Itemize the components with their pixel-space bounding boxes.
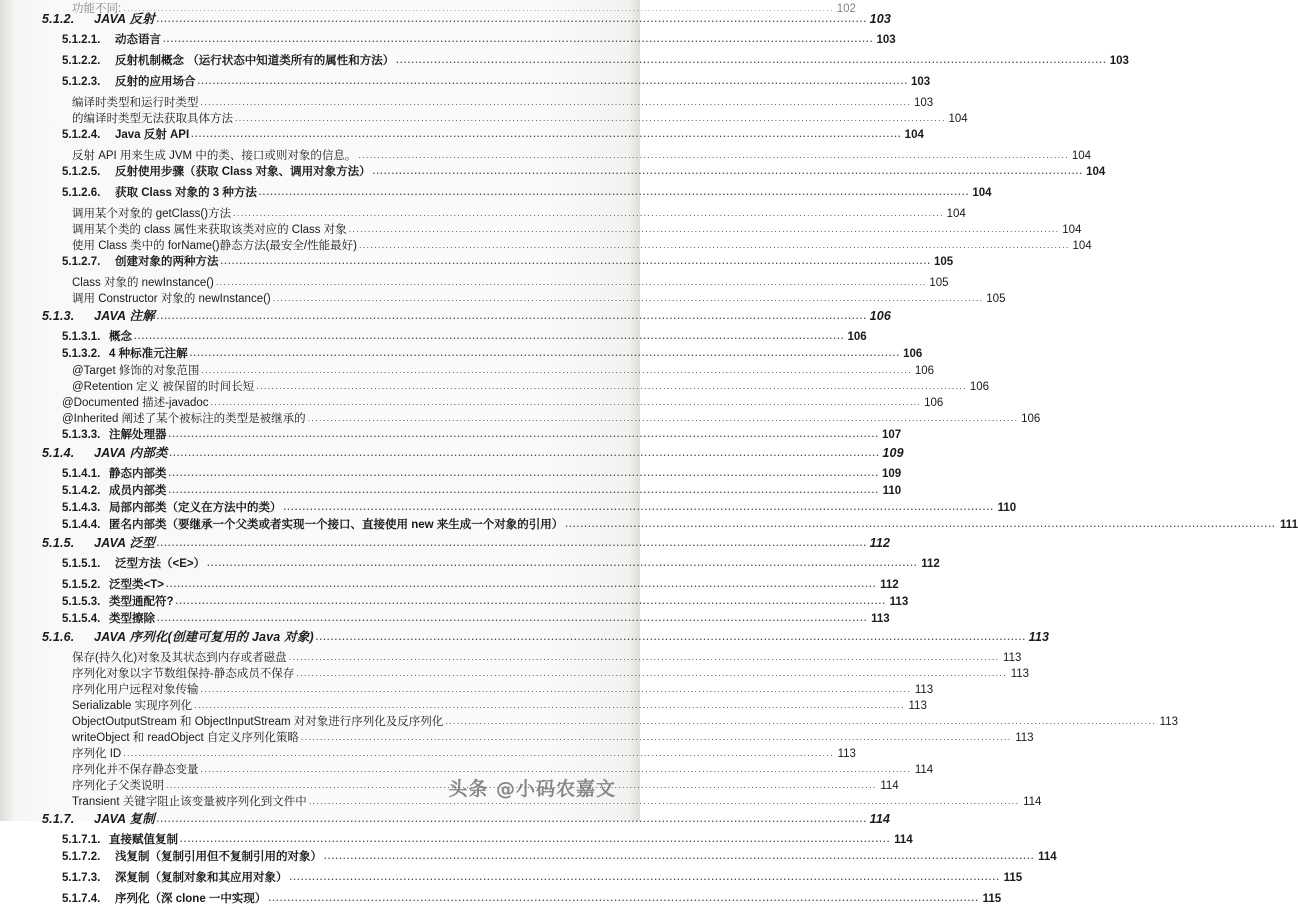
toc-leader-dots: [358, 150, 1069, 160]
toc-leader-dots: [309, 796, 1020, 806]
toc-entry-title: 类型擦除: [109, 613, 155, 625]
toc-entry-page-number: 114: [894, 834, 913, 846]
toc-entry[interactable]: [0, 52, 1129, 73]
toc-leader-dots: [201, 97, 912, 107]
toc-entry-number: 5.1.4.: [42, 446, 75, 460]
toc-entry[interactable]: [0, 831, 913, 848]
toc-leader-dots: [235, 113, 946, 123]
toc-leader-dots: [180, 834, 891, 844]
toc-entry-page-number: 104: [1062, 224, 1082, 236]
toc-entry-title: 概念: [109, 331, 132, 343]
toc-leader-dots: [198, 76, 909, 86]
toc-entry-title: JAVA 泛型: [94, 536, 155, 550]
toc-entry-title: 调用某个类的 class 属性来获取该类对应的 Class 对象: [72, 224, 347, 236]
toc-entry-page-number: 106: [847, 331, 867, 343]
toc-entry-title: 反射使用步骤（获取 Class 对象、调用对象方法）: [115, 166, 371, 178]
toc-entry-title: JAVA 复制: [94, 812, 155, 826]
toc-leader-dots: [221, 256, 932, 266]
toc-entry-page-number: 104: [1086, 166, 1106, 178]
toc-leader-dots: [259, 187, 970, 197]
toc-entry[interactable]: [0, 394, 944, 410]
toc-entry-number: 5.1.2.5.: [62, 166, 101, 178]
toc-entry-number: 5.1.2.2.: [62, 55, 101, 67]
toc-entry-number: 5.1.4.2.: [62, 485, 101, 497]
toc-leader-dots: [163, 34, 874, 44]
toc-entry-page-number: 104: [946, 208, 966, 220]
toc-entry-title: 序列化对象以字节数组保持-静态成员不保存: [72, 668, 295, 680]
toc-entry[interactable]: [0, 593, 909, 610]
toc-entry[interactable]: [0, 378, 989, 394]
toc-entry-title: @Inherited 阐述了某个被标注的类型是被继承的: [62, 413, 306, 425]
toc-entry[interactable]: [0, 681, 934, 697]
toc-entry[interactable]: [0, 426, 902, 443]
toc-entry[interactable]: [0, 793, 1042, 809]
toc-leader-dots: [201, 684, 912, 694]
toc-leader-dots: [170, 448, 881, 458]
toc-entry[interactable]: [0, 147, 1092, 163]
toc-leader-dots: [316, 632, 1027, 642]
toc-entry[interactable]: [0, 94, 934, 110]
toc-leader-dots: [216, 277, 927, 287]
toc-leader-dots: [301, 732, 1012, 742]
toc-entry-title: 调用 Constructor 对象的 newInstance(): [72, 293, 271, 305]
toc-entry[interactable]: [0, 516, 1298, 533]
toc-entry-title: 深复制（复制对象和其应用对象）: [115, 872, 288, 884]
toc-entry[interactable]: [0, 306, 892, 328]
toc-entry[interactable]: [0, 31, 896, 52]
toc-entry-number: 5.1.2.3.: [62, 76, 101, 88]
toc-entry-page-number: 114: [1023, 796, 1042, 808]
toc-entry-page-number: 113: [1015, 732, 1034, 744]
toc-entry-title: 序列化用户远程对象传输: [72, 684, 199, 696]
watermark: 头条 @小码农嘉文: [448, 778, 616, 800]
toc-entry[interactable]: [0, 465, 902, 482]
toc-entry-page-number: 113: [871, 613, 890, 625]
toc-entry-title: Serializable 实现序列化: [72, 700, 193, 712]
toc-entry[interactable]: [0, 869, 1023, 890]
toc-entry-page-number: 106: [914, 365, 935, 377]
toc-leader-dots: [157, 311, 868, 321]
toc-leader-dots: [166, 780, 877, 790]
toc-entry-page-number: 105: [934, 256, 954, 268]
toc-entry-title: 反射 API 用来生成 JVM 中的类、接口或则对象的信息。: [72, 150, 357, 162]
toc-entry-page-number: 113: [1159, 716, 1178, 728]
toc-entry-title: 泛型方法（<E>）: [115, 558, 206, 570]
toc-entry[interactable]: [0, 482, 902, 499]
toc-leader-dots: [169, 429, 880, 439]
toc-entry-title: @Documented 描述-javadoc: [62, 397, 209, 409]
toc-entry[interactable]: [0, 761, 934, 777]
toc-entry-page-number: 109: [882, 468, 902, 480]
toc-entry-number: 5.1.7.: [42, 812, 75, 826]
toc-leader-dots: [194, 700, 905, 710]
toc-entry-page-number: 109: [882, 446, 904, 460]
toc-entry-title: 保存(持久化)对象及其状态到内存或者磁盘: [72, 652, 287, 664]
toc-entry-page-number: 112: [869, 536, 891, 550]
toc-entry-title: @Target 修饰的对象范围: [72, 365, 200, 377]
toc-entry-page-number: 104: [904, 129, 924, 141]
toc-leader-dots: [157, 14, 868, 24]
toc-entry-number: 5.1.4.3.: [62, 502, 101, 514]
toc-entry-page-number: 105: [986, 293, 1006, 305]
toc-entry[interactable]: [0, 729, 1034, 745]
toc-entry-page-number: 105: [929, 277, 949, 289]
toc-entry[interactable]: [0, 890, 1002, 911]
toc-entry[interactable]: [0, 110, 968, 126]
toc-leader-dots: [169, 485, 880, 495]
toc-entry-title: JAVA 序列化(创建可复用的 Java 对象): [94, 630, 314, 644]
toc-entry-number: 5.1.4.1.: [62, 468, 101, 480]
toc-entry[interactable]: [0, 713, 1178, 729]
toc-entry-title: 浅复制（复制引用但不复制引用的对象）: [115, 851, 322, 863]
toc-entry-number: 5.1.2.4.: [62, 129, 101, 141]
toc-entry-page-number: 106: [903, 348, 923, 360]
toc-entry[interactable]: [0, 274, 949, 290]
toc-entry-page-number: 112: [921, 558, 940, 570]
toc-leader-dots: [176, 596, 887, 606]
toc-entry-title: 使用 Class 类中的 forName()静态方法(最安全/性能最好): [72, 240, 357, 252]
toc-entry[interactable]: [0, 237, 1092, 253]
toc-entry-title: 静态内部类: [109, 468, 167, 480]
toc-entry[interactable]: [0, 809, 891, 831]
toc-leader-dots: [290, 872, 1001, 882]
toc-leader-dots: [123, 748, 834, 758]
toc-entry-number: 5.1.2.1.: [62, 34, 101, 46]
toc-entry[interactable]: [0, 163, 1106, 184]
toc-leader-dots: [134, 331, 845, 341]
toc-leader-dots: [207, 558, 918, 568]
toc-entry-page-number: 114: [914, 764, 934, 776]
toc-leader-dots: [256, 381, 967, 391]
toc-entry-title: Class 对象的 newInstance(): [72, 277, 214, 289]
toc-entry-page-number: 106: [1021, 413, 1041, 425]
toc-leader-dots: [190, 348, 901, 358]
toc-entry-page-number: 110: [997, 502, 1017, 514]
toc-entry-page-number: 104: [972, 187, 992, 199]
toc-entry-title: 序列化 ID: [72, 748, 122, 760]
toc-leader-dots: [201, 764, 912, 774]
toc-entry-page-number: 115: [982, 893, 1002, 905]
toc-entry-page-number: 106: [869, 309, 892, 323]
toc-entry-page-number: 113: [908, 700, 927, 712]
toc-leader-dots: [396, 55, 1107, 65]
toc-entry-title: 注解处理器: [109, 429, 167, 441]
toc-entry-page-number: 115: [1003, 872, 1023, 884]
toc-entry-page-number: 104: [948, 113, 968, 125]
toc-entry-title: 直接赋值复制: [109, 834, 178, 846]
toc-entry[interactable]: [0, 73, 931, 94]
toc-entry-title: 序列化子父类说明: [72, 780, 164, 792]
toc-entry-title: 反射机制概念 （运行状态中知道类所有的属性和方法）: [115, 55, 395, 67]
toc-entry-title: 局部内部类（定义在方法中的类）: [109, 502, 282, 514]
toc-entry-number: 5.1.7.2.: [62, 851, 101, 863]
toc-leader-dots: [166, 579, 877, 589]
toc-leader-dots: [268, 893, 979, 903]
toc-entry-number: 5.1.5.4.: [62, 613, 101, 625]
toc-entry[interactable]: [0, 184, 992, 205]
toc-leader-dots: [284, 502, 995, 512]
toc-leader-dots: [157, 814, 868, 824]
toc-entry[interactable]: [0, 777, 899, 793]
toc-entry-number: 5.1.3.3.: [62, 429, 101, 441]
toc-entry-page-number: 104: [1071, 150, 1092, 162]
toc-entry-number: 5.1.5.2.: [62, 579, 101, 591]
toc-entry-number: 5.1.2.7.: [62, 256, 101, 268]
toc-entry[interactable]: [0, 555, 940, 576]
toc-entry-number: 5.1.4.4.: [62, 519, 101, 531]
toc-entry-title: 泛型类<T>: [109, 579, 164, 591]
toc-entry-number: 5.1.5.: [42, 536, 75, 550]
toc-entry-page-number: 102: [836, 3, 856, 15]
toc-entry[interactable]: [0, 253, 954, 274]
toc-entry-page-number: 113: [889, 596, 909, 608]
toc-entry[interactable]: [0, 362, 935, 378]
toc-leader-dots: [123, 3, 834, 13]
toc-entry-title: 成员内部类: [109, 485, 167, 497]
toc-entry[interactable]: [0, 443, 904, 465]
toc-leader-dots: [201, 365, 912, 375]
toc-entry-page-number: 113: [1010, 668, 1030, 680]
toc-entry-title: 类型通配符?: [109, 596, 174, 608]
toc-leader-dots: [445, 716, 1156, 726]
toc-entry-number: 5.1.5.3.: [62, 596, 101, 608]
toc-entry[interactable]: [0, 328, 867, 345]
toc-leader-dots: [273, 293, 984, 303]
toc-entry-page-number: 103: [911, 76, 931, 88]
toc-entry-title: 编译时类型和运行时类型: [72, 97, 199, 109]
toc-entry-title: 匿名内部类（要继承一个父类或者实现一个接口、直接使用 new 来生成一个对象的引用）: [109, 519, 564, 531]
toc-entry-number: 5.1.7.3.: [62, 872, 101, 884]
toc-leader-dots: [324, 851, 1035, 861]
toc-entry-title: 序列化（深 clone 一中实现）: [115, 893, 267, 905]
toc-entry-page-number: 103: [869, 12, 892, 26]
toc-entry-page-number: 103: [876, 34, 896, 46]
toc-entry-number: 5.1.7.1.: [62, 834, 101, 846]
toc-entry-number: 5.1.5.1.: [62, 558, 101, 570]
toc-leader-dots: [157, 538, 868, 548]
toc-entry-title: writeObject 和 readObject 自定义序列化策略: [72, 732, 299, 744]
toc-entry-page-number: 111: [1280, 519, 1298, 531]
toc-entry-page-number: 107: [882, 429, 902, 441]
toc-entry-title: 的编译时类型无法获取具体方法: [72, 113, 233, 125]
toc-entry-number: 5.1.2.6.: [62, 187, 101, 199]
toc-entry[interactable]: [0, 576, 899, 593]
toc-leader-dots: [565, 519, 1276, 529]
toc-leader-dots: [211, 397, 922, 407]
toc-entry-page-number: 112: [880, 579, 899, 591]
toc-entry-title: 创建对象的两种方法: [115, 256, 219, 268]
toc-entry-page-number: 113: [837, 748, 856, 760]
toc-entry-page-number: 103: [1109, 55, 1129, 67]
toc-entry-title: 功能不同:: [72, 3, 122, 15]
toc-leader-dots: [289, 652, 1000, 662]
toc-entry-title: @Retention 定义 被保留的时间长短: [72, 381, 255, 393]
toc-leader-dots: [308, 413, 1019, 423]
toc-entry-title: 4 种标准元注解: [109, 348, 188, 360]
toc-entry-page-number: 104: [1072, 240, 1092, 252]
toc-entry-page-number: 113: [1028, 630, 1050, 644]
toc-entry-title: 序列化并不保存静态变量: [72, 764, 199, 776]
toc-entry[interactable]: [0, 345, 923, 362]
toc-entry-page-number: 106: [924, 397, 944, 409]
toc-entry[interactable]: [0, 290, 1006, 306]
toc-entry-title: 反射的应用场合: [115, 76, 196, 88]
toc-entry[interactable]: [0, 848, 1057, 869]
toc-entry[interactable]: [0, 0, 856, 15]
toc-leader-dots: [373, 166, 1084, 176]
toc-entry-title: 调用某个对象的 getClass()方法: [72, 208, 232, 220]
toc-entry-number: 5.1.6.: [42, 630, 75, 644]
toc-entry-page-number: 114: [880, 780, 899, 792]
toc-entry-title: JAVA 反射: [94, 12, 155, 26]
toc-entry-number: 5.1.7.4.: [62, 893, 101, 905]
toc-leader-dots: [359, 240, 1070, 250]
toc-entry-page-number: 114: [869, 812, 891, 826]
toc-entry-page-number: 110: [882, 485, 902, 497]
toc-leader-dots: [233, 208, 944, 218]
toc-entry-title: JAVA 内部类: [94, 446, 168, 460]
toc-entry[interactable]: [0, 205, 966, 221]
toc-entry-page-number: 106: [969, 381, 989, 393]
toc-entry-title: Java 反射 API: [115, 129, 190, 141]
toc-leader-dots: [349, 224, 1060, 234]
toc-entry[interactable]: [0, 499, 1017, 516]
toc-entry-page-number: 103: [914, 97, 934, 109]
toc-entry-number: 5.1.3.1.: [62, 331, 101, 343]
toc-entry[interactable]: [0, 410, 1041, 426]
toc-entry[interactable]: [0, 665, 1030, 681]
toc-entry-title: 动态语言: [115, 34, 161, 46]
toc-entry[interactable]: [0, 533, 891, 555]
toc-leader-dots: [296, 668, 1007, 678]
toc-leader-dots: [191, 129, 902, 139]
toc-entry-title: ObjectOutputStream 和 ObjectInputStream 对对象进行序列化及反序列化: [72, 716, 444, 728]
toc-entry[interactable]: [0, 627, 1050, 649]
toc-leader-dots: [169, 468, 880, 478]
toc-entry[interactable]: [0, 649, 1022, 665]
toc-entry-number: 5.1.3.: [42, 309, 75, 323]
toc-leader-dots: [157, 613, 868, 623]
toc-entry-number: 5.1.3.2.: [62, 348, 101, 360]
toc-entry[interactable]: [0, 745, 856, 761]
toc-entry-page-number: 114: [1038, 851, 1057, 863]
toc-entry-title: 获取 Class 对象的 3 种方法: [115, 187, 257, 199]
toc-entry-page-number: 113: [1003, 652, 1022, 664]
toc-entry[interactable]: [0, 126, 924, 147]
toc-entry[interactable]: [0, 697, 927, 713]
toc-entry-title: JAVA 注解: [94, 309, 155, 323]
toc-entry-number: 5.1.2.: [42, 12, 75, 26]
toc-entry-title: Transient 关键字阻止该变量被序列化到文件中: [72, 796, 307, 808]
toc-entry[interactable]: [0, 221, 1082, 237]
toc-entry-page-number: 113: [914, 684, 934, 696]
toc-entry[interactable]: [0, 610, 890, 627]
